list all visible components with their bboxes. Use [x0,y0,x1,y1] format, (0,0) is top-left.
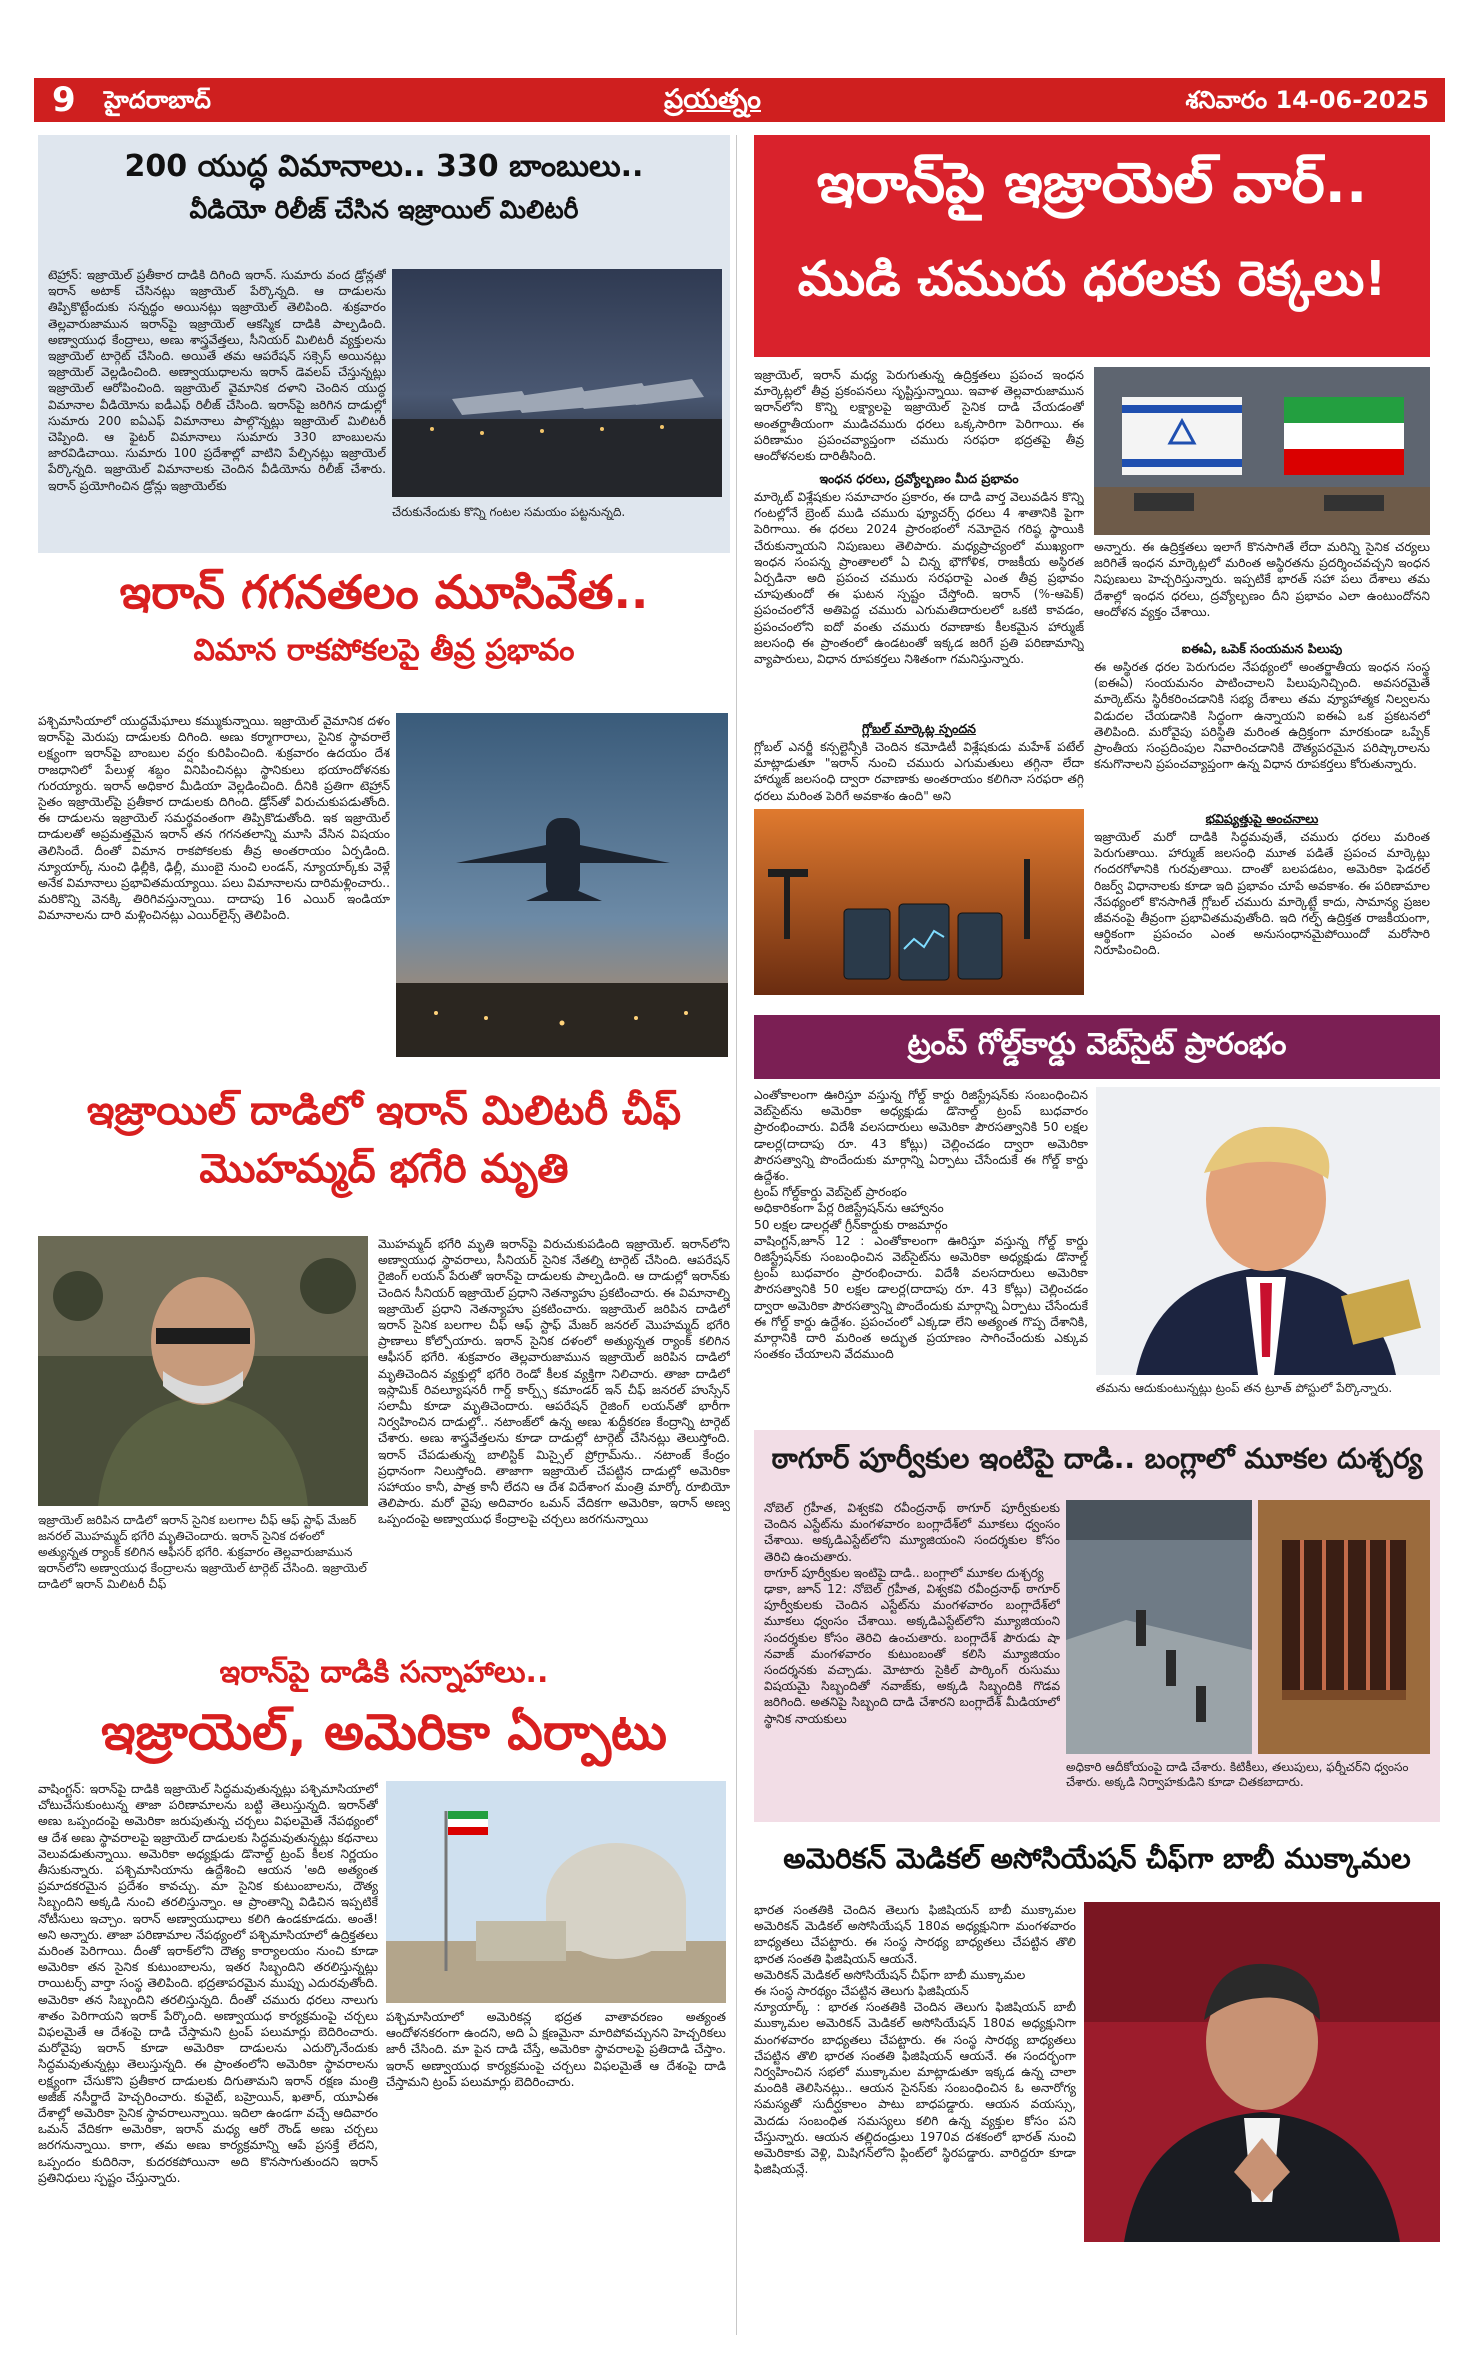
airplane-landing-photo [396,713,728,1057]
article-body-future: ఇజ్రాయెల్ మరో దాడికి సిద్ధమవుతే, చమురు ధరలు మరింత పెరుగుతాయి. హార్ముజ్ జలసంధి మూత పడితే ప్రపంచ మార్కెట్లు గందరగోళానికి గురవుతాయి. దాంతో బలపడటం, అమెరికా ఫెడరల్ రిజర్వ్ విధానాలకు కూడా ఇది ప్రభావం చూపే అవకాశం. ఈ పరిణామాల నేపథ్యంలో కొనసాగితే గ్లోబల్ చమురు మార్కెట్టే కాదు, సామాన్య ప్రజల జీవనంపై తీవ్రంగా ప్రభావితమవుతోంది. ఇది గల్ఫ్ ఉద్రిక్తత రాజకీయంగా, ఆర్థికంగా ప్రపంచం ఎంత అనుసంధానమైపోయిందో మరోసారి నిరూపించింది. [1094,830,1430,958]
photo-caption: చేరుకునేందుకు కొన్ని గంటల సమయం పట్టనున్నది. [392,505,626,519]
photo-caption: ఇజ్రాయెల్ జరిపిన దాడిలో ఇరాన్ సైనిక బలగాల చీఫ్ ఆఫ్ స్టాఫ్ మేజర్ జనరల్ మొహమ్మద్ భగేరి మృతిచెందారు. ఇరాన్ సైనిక దళంలో అత్యున్నత ర్యాంక్ కలిగిన ఆఫీసర్ భగేరి. శుక్రవారం తెల్లవారుజామున ఇరాన్‌లోని అణ్వాయుధ కేంద్రాలను ఇజ్రాయెల్ టార్గెట్ చేసింది. ఇజ్రాయెల్ దాడిలో ఇరాన్ మిలిటరీ చీఫ్ [38,1513,367,1591]
subheadline: వీడియో రిలీజ్ చేసిన ఇజ్రాయిల్ మిలిటరీ [189,195,579,224]
subhead-global-markets: గ్లోబల్ మార్కెట్ల స్పందన [862,721,976,736]
bagheri-portrait-photo [38,1236,368,1506]
article-body: టెహ్రాన్: ఇజ్రాయెల్ ప్రతీకార దాడికి దిగింది ఇరాన్. సుమారు వంద డ్రోన్లతో ఇరాన్ అటాక్ చేసినట్లు ఇజ్రాయెల్ పేర్కొన్నది. ఆ దాడులను తిప్పికొట్టేందుకు సన్నద్ధం అయినట్లు ఇజ్రాయెల్ తెలిపింది. శుక్రవారం తెల్లవారుజామున ఇరాన్‌పై ఇజ్రాయెల్ ఆకస్మిక దాడికి పాల్పడింది. అణ్వాయుధ కేంద్రాలు, అణు శాస్త్రవేత్తలు, సీనియర్ మిలిటరీ వ్యక్తులను ఇజ్రాయెల్ టార్గెట్ చేసింది. అయితే తమ ఆపరేషన్ సక్సెస్ అయినట్లు ఇజ్రాయెల్ వెల్లడించింది. అణ్వాయుధాలను ఇరాన్ డెవలప్ చేస్తున్నట్లు ఇజ్రాయెల్ ఆరోపించింది. ఇజ్రాయెల్ వైమానిక దళాని చెందిన యుద్ధ విమానాల వీడియోను ఐడీఎఫ్ రిలీజ్ చేసింది. ఇరాన్‌పై జరిగిన దాడుల్లో సుమారు 200 ఐఏఎఫ్ విమానాలు పాల్గొన్నట్లు ఇజ్రాయెల్ మిలిటరీ చెప్పింది. ఆ ఫైటర్ విమానాలు సుమారు 330 బాంబులను జారవిడిచాయి. సుమారు 100 ప్రదేశాల్లో వాటిని పేల్చినట్లు ఇజ్రాయెల్ పేర్కొన్నది. ఇజ్రాయెల్ విమానాలకు చెందిన వీడియోను రిలీజ్ చేశారు. ఇరాన్ ప్రయోగించిన డ్రోన్లు ఇజ్రాయెల్‌కు [48,268,386,493]
article-body: పశ్చిమాసియాలో యుద్ధమేఘాలు కమ్ముకున్నాయి. ఇజ్రాయెల్ వైమానిక దళం ఇరాన్‌పై మెరుపు దాడులకు దిగింది. అణు కర్మాగారాలు, సైనిక స్థావరాలే లక్ష్యంగా ఇరాన్‌పై బాంబుల వర్షం కురిపించింది. శుక్రవారం ఉదయం దేశ రాజధానిలో పేలుళ్ల శబ్దం వినిపించినట్లు స్థానికులు భయాందోళనకు గురయ్యారు. ఇరాన్ అధికార మీడియా వెల్లడించింది. దీనికి ప్రతిగా టెహ్రాన్ సైతం ఇజ్రాయెల్‌పై ప్రతీకార దాడులకు దిగింది. డ్రోన్‌తో విరుచుకుపడుతోంది. ఈ దాడులను ఇజ్రాయెల్ సమర్థవంతంగా తిప్పికొడుతోంది. ఇక ఇజ్రాయెల్ దాడులతో అప్రమత్తమైన ఇరాన్ తన గగనతలాన్ని మూసి వేసిన విషయం తెలిసిందే. దీంతో విమాన రాకపోకలకు తీవ్ర అంతరాయం ఏర్పడింది. న్యూయార్క్ నుంచి ఢిల్లీకి, ఢిల్లీ, ముంబై నుంచి లండన్, న్యూయార్క్‌కు వెళ్లే అనేక విమానాలు ప్రభావితమయ్యాయి. పలు విమానాలను దారిమళ్లించారు.. మరికొన్ని వెనక్కి తిరిగివస్తున్నాయి. దాదాపు 16 ఎయిర్ ఇండియా విమానాలను దారి మళ్లించినట్లు ఎయిర్‌లైన్స్ తెలిపింది. [38,714,390,923]
newspaper-brand[interactable]: ప్రయత్నం [664,84,761,115]
headline-banner [754,1015,1440,1079]
subheadline: విమాన రాకపోకలపై తీవ్ర ప్రభావం [193,633,575,668]
trump-photo [1096,1087,1440,1375]
article-body-iea: ఈ అస్థిరత ధరల పెరుగుదల నేపథ్యంలో అంతర్జాతీయ ఇంధన సంస్థ (ఐఈఏ) సంయమనం పాటించాలని పిలుపునిచ్చింది. అవసరమైతే మార్కెట్‌ను స్థిరీకరించడానికి సభ్య దేశాలు తమ వ్యూహాత్మక నిల్వలను విడుదల చేయడానికి సిద్ధంగా ఉన్నాయని ఐఈఏ ఒక ప్రకటనలో తెలిపింది. మరోవైపు పరిస్థితి మరింత ఉద్రిక్తంగా మారకుండా ఒప్పేక్ ప్రాంతీయ సంప్రదింపుల నివారించడానికి దౌత్యపరమైన పరిష్కారాలను కనుగొనాలని ప్రపంచవ్యాప్తంగా ఉన్న విధాన రూపకర్తలు కోరుతున్నారు. [1094,660,1430,772]
oil-barrels-photo [754,809,1084,995]
column-divider [736,135,737,2335]
photo-caption: తమను ఆదుకుంటున్నట్లు ట్రంప్ తన ట్రూత్ పోస్టులో పేర్కొన్నారు. [1096,1381,1393,1395]
article-body: వాషింగ్టన్: ఇరాన్‌పై దాడికి ఇజ్రాయెల్ సిద్ధమవుతున్నట్లు పశ్చిమాసియాలో చోటుచేసుకుంటున్న తాజా పరిణామాలను బట్టి తెలుస్తున్నది. ఇరాన్‌తో అణు ఒప్పందంపై అమెరికా జరుపుతున్న చర్చలు విఫలమైతే నేపథ్యంలో ఆ దేశ అణు స్థావరాలపై ఇజ్రాయెల్ దాడులకు సిద్ధమవుతున్నట్లు కథనాలు వెలువడుతున్నాయి. అమెరికా అధ్యక్షుడు డొనాల్డ్ ట్రంప్ కీలక నిర్ణయం తీసుకున్నారు. పశ్చిమాసియాను ఉద్దేశించి ఆయన 'అది అత్యంత ప్రమాదకరమైన ప్రదేశం కావచ్చు. మా సైనిక కుటుంబాలను, దౌత్య సిబ్బందిని అక్కడి నుంచి తరలిస్తున్నాం. ఆ ప్రాంతాన్ని విడిచిన ఇప్పటికే నోటీసులు ఇచ్చాం. ఇరాన్ అణ్వాయుధాలు కలిగి ఉండకూడదు. అంతే! అని అన్నారు. తాజా పరిణామాల నేపథ్యంలో పశ్చిమాసియాలో ఉద్రిక్తతలు మరింత పెరిగాయి. దీంతో ఇరాక్‌లోని దౌత్య కార్యాలయం నుంచి కూడా అమెరికా తన సైనిక కుటుంబాలను, ఇతర సిబ్బందిని తరలిస్తున్నట్లు రాయిటర్స్ వార్తా సంస్థ తెలిపింది. భద్రతాపరమైన ముప్పు ఎదురవుతోంది. అమెరికా తన సిబ్బందిని తరలిస్తున్నది. దీంతో చమురు ధరలు నాలుగు శాతం పెరిగాయని ఇరాక్ పేర్కొంది. అణ్వాయుధ కార్యక్రమంపై చర్చలు విఫలమైతే ఆ దేశంపై దాడి చేస్తామని ట్రంప్ పలుమార్లు బెదిరించారు. మరోవైపు ఇరాన్ కూడా అమెరికా దాడులను ఎదుర్కొనేందుకు సిద్ధమవుతున్నట్లు తెలుస్తున్నది. ఈ ప్రాంతంలోని అమెరికా స్థావరాలను లక్ష్యంగా చేసుకొని ప్రతీకార దాడులకు దిగుతామని ఇరాన్ రక్షణ మంత్రి అజీజ్ నసీర్జాదే హెచ్చరించారు. కువైట్, బహ్రెయిన్, ఖతార్, యూఏఈ దేశాల్లో అమెరికా సైనిక స్థావరాలున్నాయి. ఇదిలా ఉండగా వచ్చే ఆదివారం ఒమన్ వేదికగా అమెరికా, ఇరాన్ మధ్య ఆరో రౌండ్ అణు చర్చలు జరగనున్నాయి. కాగా, తమ అణు కార్యక్రమాన్ని ఆపే ప్రసక్తే లేదని, ఒప్పందం కుదిరినా, కుదరకపోయినా అది కొనసాగుతుందని ఇరాన్ ప్రతినిధులు స్పష్టం చేస్తున్నారు. [38,1782,378,2185]
photo-caption: అధికారి ఆదీకోయంపై దాడి చేశారు. కిటికీలు, తలుపులు, ఫర్నీచర్‌ని ధ్వంసం చేశారు. అక్కడి నిర్వాహకుడిని కూడా చితకబాదారు. [1066,1760,1409,1789]
edition-city: హైదరాబాద్ [104,86,211,114]
headline: ట్రంప్ గోల్డ్‌కార్డు వెబ్‌సైట్ ప్రారంభం [907,1027,1287,1062]
headline: ఇరాన్ గగనతలం మూసివేత.. [119,565,649,619]
article-airspace [38,565,730,1075]
headline-line-2: మొహమ్మద్ భగేరి మృతి [199,1146,569,1192]
article-body-fuel: మార్కెట్ విశ్లేషకుల సమాచారం ప్రకారం, ఈ దాడి వార్త వెలువడిన కొన్ని గంటల్లోనే బ్రెంట్ ముడి చమురు ఫ్యూచర్స్ ధరలు 4 శాతానికి పైగా పెరిగాయి. ఈ ధరలు 2024 ప్రారంభంలో నమోదైన గరిష్ఠ స్థాయికి చేరుకున్నాయని నిపుణులు తెలిపారు. మధ్యప్రాచ్యంలో ముఖ్యంగా ఇంధన సంపన్న ప్రాంతాలలో ఏ చిన్న భౌగోళిక, రాజకీయ అస్థిరత ఏర్పడినా అది ప్రపంచ చమురు సరఫరాపై ఎంత తీవ్ర ప్రభావం చూపుతుందో ఈ ఘటన స్పష్టం చేస్తోంది. ఇరాన్ (%-ఆపెక్) ప్రపంచంలోనే అతిపెద్ద చమురు ఎగుమతిదారులలో ఒకటి కావడం, ప్రపంచంలోని ఐదో వంతు చమురు రవాణాకు కీలకమైన హార్ముజ్ జలసంధి ఈ ప్రాంతంలో ఉండటంతో ఇక్కడ జరిగే ప్రతి పరిణామాన్ని వ్యాపారులు, విధాన రూపకర్తలు నిశితంగా గమనిస్తున్నారు. [754,490,1084,667]
headline: ఇజ్రాయెల్, అమెరికా ఏర్పాటు [101,1703,667,1761]
article-crude-oil [744,135,1440,1003]
article-military-chief [38,1088,730,1648]
subhead-fuel-prices: ఇంధన ధరలు, ద్రవ్యోల్బణం మీద ప్రభావం [819,471,1019,486]
article-us-preparations [38,1655,730,2345]
headline-banner [754,135,1430,357]
page-number: 9 [52,80,76,120]
article-tagore-house [754,1430,1440,1822]
subhead-iea-opec: ఐఈఏ, ఒపెక్ సంయమన పిలుపు [1181,641,1343,656]
headline-line-2: ముడి చమురు ధరలకు రెక్కలు! [797,251,1387,307]
headline: అమెరికన్ మెడికల్ అసోసియేషన్ చీఫ్‌గా బాబీ ముక్కామల [783,1842,1411,1875]
article-body-right: అన్నారు. ఈ ఉద్రిక్తతలు ఇలాగే కొనసాగితే లేదా మరిన్ని సైనిక చర్యలు జరిగితే ఇంధన మార్కెట్లలో మరింత అస్థిరతను ప్రదర్శించవచ్చని ఇంధన నిపుణులు హెచ్చరిస్తున్నారు. ఇప్పటికే భారత్ సహా పలు దేశాలు తమ దేశాల్లో ఇంధన ధరలు, ద్రవ్యోల్బణం దీని ప్రభావం ఎలా ఉంటుందోనని ఆందోళన వ్యక్తం చేశాయి. [1094,540,1430,619]
article-fighter-jets [38,135,730,553]
article-body: భారత సంతతికి చెందిన తెలుగు ఫిజిషియన్ బాబీ ముక్కామల అమెరికన్ మెడికల్ అసోసియేషన్ 180వ అధ్యక్షునిగా మంగళవారం బాధ్యతలు చేపట్టారు. ఈ సంస్థ సారథ్య బాధ్యతలు చేపట్టిన తొలి భారత సంతతి ఫిజిషియన్ ఆయనే. అమెరికన్ మెడికల్ అసోసియేషన్ చీఫ్‌గా బాబీ ముక్కామల ఈ సంస్థ సారథ్యం చేపట్టిన తెలుగు ఫిజిషియన్ న్యూయార్క్ : భారత సంతతికి చెందిన తెలుగు ఫిజిషియన్ బాబీ ముక్కామల అమెరికన్ మెడికల్ అసోసియేషన్ 180వ అధ్యక్షునిగా మంగళవారం బాధ్యతలు చేపట్టారు. ఈ సంస్థ సారథ్య బాధ్యతలు చేపట్టిన తొలి భారత సంతతి ఫిజిషియన్ ఆయనే. ఈ సందర్భంగా నిర్వహించిన సభలో ముక్కామల మాట్లాడుతూ ఇక్కడ ఉన్న చాలా మందికి తెలిసినట్లు.. ఆయన సైనస్‌కు సంబంధించిన ఓ అనారోగ్య సమస్యతో సుదీర్ఘకాలం పాటు బాధపడ్డారు. ఆయన వయస్సు, మెదడు సంబంధిత సమస్యలు కలిగి ఉన్న వ్యక్తుల కోసం పని చేస్తున్నారు. ఆయన తల్లిదండ్రులు 1970వ దశకంలో భారత్ నుంచి అమెరికాకు వెళ్లి, మిషిగన్‌లోని ఫ్లింట్‌లో స్థిరపడ్డారు. వారిద్దరూ కూడా ఫిజిషియన్లే. [754,1903,1076,2177]
article-body-intro: ఇజ్రాయెల్, ఇరాన్ మధ్య పెరుగుతున్న ఉద్రిక్తతలు ప్రపంచ ఇంధన మార్కెట్లలో తీవ్ర ప్రకంపనలు సృష్టిస్తున్నాయి. ఇవాళ తెల్లవారుజామున ఇరాన్‌లోని కొన్ని లక్ష్యాలపై ఇజ్రాయెల్ సైనిక దాడి చేయడంతో అంతర్జాతీయంగా ముడిచమురు ధరలు ఒక్కసారిగా పెరిగాయి. ఈ పరిణామం ప్రపంచవ్యాప్తంగా చమురు సరఫరా భద్రతపై తీవ్ర ఆందోళనలకు దారితీసింది. [754,368,1084,464]
article-body: నోబెల్ గ్రహీత, విశ్వకవి రవీంద్రనాథ్ ఠాగూర్ పూర్వీకులకు చెందిన ఎస్టేట్‌ను మంగళవారం బంగ్లాదేశ్‌లో మూకలు ధ్వంసం చేశాయి. అక్కడిఎస్టేట్‌లోని మ్యూజియంని సందర్శకుల కోసం తెరిచి ఉంచుతారు. ఠాగూర్ పూర్వీకుల ఇంటిపై దాడి.. బంగ్లాలో మూకల దుశ్చర్య ఢాకా, జూన్ 12: నోబెల్ గ్రహీత, విశ్వకవి రవీంద్రనాథ్ ఠాగూర్ పూర్వీకులకు చెందిన ఎస్టేట్‌ను మంగళవారం బంగ్లాదేశ్‌లో మూకలు ధ్వంసం చేశాయి. అక్కడిఎస్టేట్‌లోని మ్యూజియంని సందర్శకుల కోసం తెరిచి ఉంచుతారు. బంగ్లాదేశ్ పౌరుడు షా నవాజ్ మంగళవారం కుటుంబంతో కలిసి మ్యూజియం సందర్శనకు వచ్చాడు. మోటారు సైకిల్ పార్కింగ్ రుసుము విషయమై సిబ్బందితో నవాజ్‌కు, అక్కడి సిబ్బందికి గొడవ జరిగింది. అతనిపై సిబ్బంది దాడి చేశారని బంగ్లాదేశ్ మీడియాలో స్థానిక నాయకులు [764,1501,1060,1726]
headline: ఠాగూర్ పూర్వీకుల ఇంటిపై దాడి.. బంగ్లాలో మూకల దుశ్చర్య [771,1442,1423,1475]
damaged-window-photo [1258,1500,1430,1754]
photo-caption: పశ్చిమాసియాలో అమెరికన్ల భద్రత వాతావరణం అత్యంత ఆందోళనకరంగా ఉందని, అది ఏ క్షణమైనా మారిపోవచ్చునని హెచ్చరికలు జారీ చేసింది. మా పైన దాడి చేస్తే, అమెరికా స్థావరాలపై ప్రతిదాడి చేస్తాం. ఇరాన్ అణ్వాయుధ కార్యక్రమంపై చర్చలు విఫలమైతే ఆ దేశంపై దాడి చేస్తామని ట్రంప్ పలుమార్లు బెదిరించారు. [386,2010,726,2089]
masthead [34,78,1445,122]
article-gold-card [754,1015,1440,1415]
fighter-jets-photo [392,269,722,497]
article-ama-president [754,1836,1440,2336]
flags-war-photo [1094,367,1430,535]
article-body: ఎంతోకాలంగా ఊరిస్తూ వస్తున్న గోల్డ్ కార్డు రిజిస్ట్రేషన్‌కు సంబంధించిన వెబ్‌సైట్‌ను అమెరికా అధ్యక్షుడు డొనాల్డ్ ట్రంప్ బుధవారం ప్రారంభించారు. విదేశీ వలసదారులు అమెరికా పౌరసత్వానికి 50 లక్షల డాలర్ల(దాదాపు రూ. 43 కోట్లు) చెల్లించడం ద్వారా అమెరికా పౌరసత్వాన్ని పొందేందుకు మార్గాన్ని ఏర్పాటు చేసేందుకే ఈ గోల్డ్ కార్డు ఉద్దేశం. ట్రంప్ గోల్డ్‌కార్డు వెబ్‌సైట్ ప్రారంభం అధికారికంగా పేర్ల రిజిస్ట్రేషన్‌ను ఆహ్వానం 50 లక్షల డాలర్లతో గ్రీన్‌కార్డుకు రాజమార్గం వాషింగ్టన్,జూన్ 12 : ఎంతోకాలంగా ఊరిస్తూ వస్తున్న గోల్డ్ కార్డు రిజిస్ట్రేషన్‌కు సంబంధించిన వెబ్‌సైట్‌ను అమెరికా అధ్యక్షుడు డొనాల్డ్ ట్రంప్ బుధవారం ప్రారంభించారు. విదేశీ వలసదారులు అమెరికా పౌరసత్వానికి 50 లక్షల డాలర్ల(దాదాపు రూ. 43 కోట్లు) చెల్లించడం ద్వారా అమెరికా పౌరసత్వాన్ని పొందేందుకు మార్గాన్ని ఏర్పాటు చేసేందుకే ఈ గోల్డ్ కార్డు ఉద్దేశం. ప్రపంచంలో ఎక్కడా లేని అత్యంత గొప్ప దేశానికి, మార్గానికి దారి మరింత అద్భుత ప్రయాణం సాగించేందుకు ఎక్కువ సంతకం చేయాలని వేదముంది [754,1088,1088,1362]
headline: 200 యుద్ధ విమానాలు.. 330 బాంబులు.. [124,149,644,184]
nuclear-plant-photo [386,1781,726,2003]
headline-line-1: ఇరాన్‌పై ఇజ్రాయెల్ వార్.. [816,151,1368,216]
subhead-future: భవిష్యత్తుపై అంచనాలు [1205,811,1319,826]
bobby-mukkamala-photo [1084,1902,1440,2242]
cctv-mob-photo [1066,1500,1252,1754]
headline-line-1: ఇజ్రాయిల్ దాడిలో ఇరాన్ మిలిటరీ చీఫ్ [86,1088,682,1134]
article-body: మొహమ్మద్ భగేరి మృతి ఇరాన్‌పై విరుచుకుపడింది ఇజ్రాయెల్. ఇరాన్‌లోని అణ్వాయుధ స్థావరాలు, సీనియర్ సైనిక నేతల్ని టార్గెట్ చేసింది. ఆపరేషన్ రైజింగ్ లయన్ పేరుతో ఇరాన్‌పై దాడులకు పాల్పడింది. ఆ దాడుల్లో ఇరాన్‌కు చెందిన సీనియర్ ఇజ్రాయెల్ ప్రధాని నెతన్యాహు ప్రకటించారు. ఈ విమానాల్ని ఇజ్రాయెల్ ప్రధాని నెతన్యాహు ప్రకటించారు. ఇజ్రాయెల్ జరిపిన దాడిలో ఇరాన్ సైనిక బలగాల చీఫ్ ఆఫ్ స్టాఫ్ మేజర్ జనరల్ మొహమ్మద్ భగేరి ప్రాణాలు కోల్పోయారు. ఇరాన్ సైనిక దళంలో అత్యున్నత ర్యాంక్ కలిగిన ఆఫీసర్ భగేరి. శుక్రవారం తెల్లవారుజామున ఇజ్రాయెల్ జరిపిన దాడిలో మృతిచెందిన వ్యక్తుల్లో భగేరి రెండో కీలక వ్యక్తిగా నిలిచారు. తాజా దాడిలో ఇస్లామిక్ రివల్యూషనరీ గార్డ్ కార్ప్స్ కమాండర్ ఇన్ చీఫ్ జనరల్ హుస్సేన్ సలామీ కూడా మృతిచెందారు. ఆపరేషన్ రైజింగ్ లయన్‌తో భారీగా నిర్వహించిన దాడుల్లో.. నటాంజ్‌లో ఉన్న అణు శుద్ధీకరణ కేంద్రాన్ని టార్గెట్ చేశారు. అణు శాస్త్రవేత్తలను కూడా దాడుల్లో టార్గెట్ చేసినట్లు తెలుస్తోంది. ఇరాన్ చేపడుతున్న బాలిస్టిక్ మిస్సైల్ ప్రోగ్రామ్‌ను.. నటాంజ్ కేంద్రం ప్రధానంగా నిలుస్తోంది. తాజాగా ఇజ్రాయెల్ చేపట్టిన దాడుల్లో అమెరికా సహాయం కానీ, పాత్ర కానీ లేదని ఆ దేశ విదేశాంగ మంత్రి మార్కో రూబియో తెలిపారు. మరో వైపు అదివారం ఒమన్ వేదికగా అమెరికా, ఇరాన్ అణ్వ ఒప్పందంపై అణ్వాయుధ కేంద్రాలపై చర్చలు జరగనున్నాయి [378,1237,730,1527]
edition-date: శనివారం 14-06-2025 [1185,86,1429,114]
article-body-markets: గ్లోబల్ ఎనర్జీ కన్సల్టెన్సీకి చెందిన కమోడిటీ విశ్లేషకుడు మహేశ్ పటేల్ మాట్లాడుతూ "ఇరాన్ నుంచి చమురు ఎగుమతులు తగ్గినా లేదా హార్ముజ్ జలసంధి ద్వారా రవాణాకు అంతరాయం కలిగినా సరఫరా తగ్గి ధరలు మరింత పెరిగే అవకాశం ఉంది" అని [754,740,1084,803]
kicker: ఇరాన్‌పై దాడికి సన్నాహాలు.. [219,1655,549,1690]
